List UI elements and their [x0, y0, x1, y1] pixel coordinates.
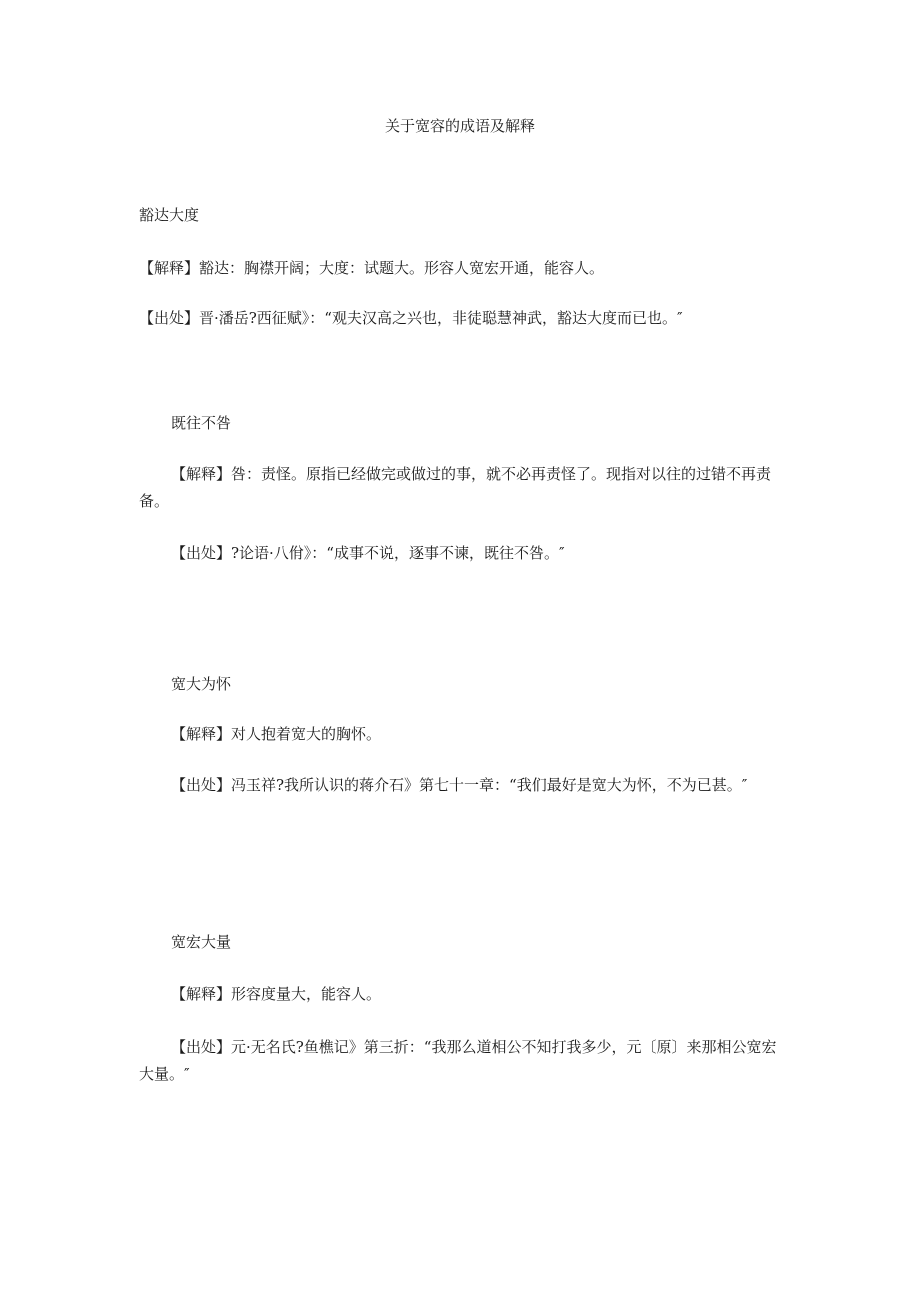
idiom-source: 【出处】元·无名氏?鱼樵记》第三折：“我那么道相公不知打我多少，元〔原〕来那相公宽宏大量。″: [139, 1038, 777, 1083]
idiom-explanation: 【解释】对人抱着宽大的胸怀。: [171, 725, 382, 743]
idiom-source: 【出处】?论语·八佾》：“成事不说，逐事不谏，既往不咎。″: [171, 544, 565, 562]
idiom-explanation: 【解释】豁达：胸襟开阔；大度：试题大。形容人宽宏开通，能容人。: [139, 259, 605, 277]
idiom-source: 【出处】冯玉祥?我所认识的蒋介石》第七十一章：“我们最好是宽大为怀，不为已甚。″: [171, 776, 748, 794]
idiom-term: 宽大为怀: [171, 675, 232, 693]
idiom-source: 【出处】晋·潘岳?西征赋》：“观夫汉高之兴也，非徒聪慧神武，豁达大度而已也。″: [139, 309, 683, 327]
idiom-term: 既往不咎: [171, 414, 232, 432]
idiom-explanation: 【解释】形容度量大，能容人。: [171, 985, 382, 1003]
document-title: 关于宽容的成语及解释: [384, 117, 535, 135]
idiom-term: 宽宏大量: [171, 933, 232, 951]
idiom-explanation: 【解释】咎：责怪。原指已经做完或做过的事，就不必再责怪了。现指对以往的过错不再责备。: [139, 465, 772, 510]
idiom-term: 豁达大度: [139, 206, 200, 224]
